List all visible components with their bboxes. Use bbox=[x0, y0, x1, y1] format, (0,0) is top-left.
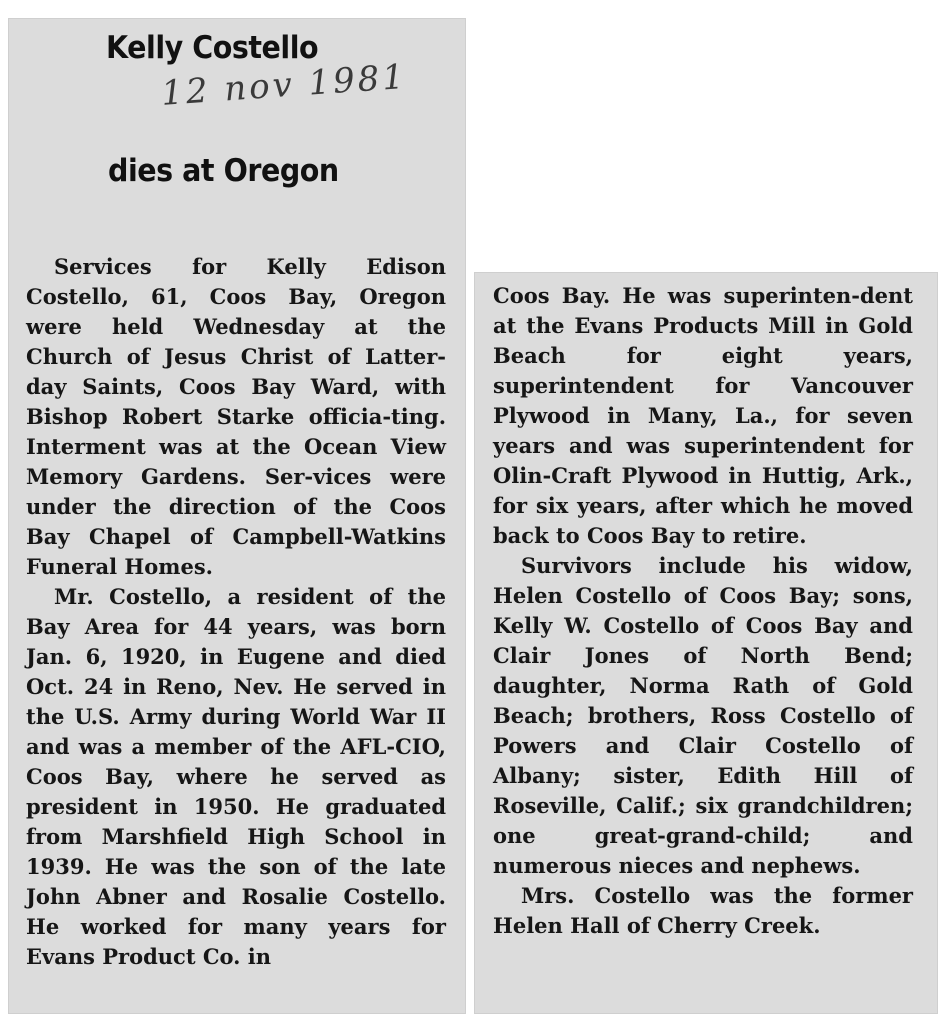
article-paragraph: Mrs. Costello was the former Helen Hall of Cherry Creek. bbox=[493, 883, 913, 938]
article-paragraph: Mr. Costello, a resident of the Bay Area for 44 years, was born Jan. 6, 1920, in Eugene and died Oct. 24 in Reno, Nev. He served in the U.S. Army during World War II and was a member of the AFL-CIO, Coos Bay, where he served as president in 1950. He graduated from Marshfield High School in 1939. He was the son of the late John Abner and Rosalie Costello. He worked for many years for Evans Product Co. in bbox=[26, 584, 446, 969]
article-column-right bbox=[493, 281, 913, 941]
handwritten-date: 12 nov 1981 bbox=[160, 56, 409, 114]
article-paragraph: Coos Bay. He was superinten-dent at the Evans Products Mill in Gold Beach for eight years, superintendent for Vancouver Plywood in Many, La., for seven years and was superintendent for Olin-Craft Plywood in Huttig, Ark., for six years, after which he moved back to Coos Bay to retire. bbox=[493, 283, 913, 548]
article-paragraph: Survivors include his widow, Helen Costello of Coos Bay; sons, Kelly W. Costello of Coos Bay and Clair Jones of North Bend; daughter, Norma Rath of Gold Beach; brothers, Ross Costello of Powers and Clair Costello of Albany; sister, Edith Hill of Roseville, Calif.; six grandchildren; one great-grand-child; and numerous nieces and nephews. bbox=[493, 553, 913, 878]
article-column-left bbox=[26, 252, 446, 972]
headline-line-2: dies at Oregon bbox=[108, 153, 339, 189]
headline-line-1: Kelly Costello bbox=[106, 30, 319, 66]
article-paragraph: Services for Kelly Edison Costello, 61, Coos Bay, Oregon were held Wednesday at the Church of Jesus Christ of Latter-day Saints, Coos Bay Ward, with Bishop Robert Starke officia-ting. Interment was at the Ocean View Memory Gardens. Ser-vices were under the direction of the Coos Bay Chapel of Campbell-Watkins Funeral Homes. bbox=[26, 254, 446, 579]
